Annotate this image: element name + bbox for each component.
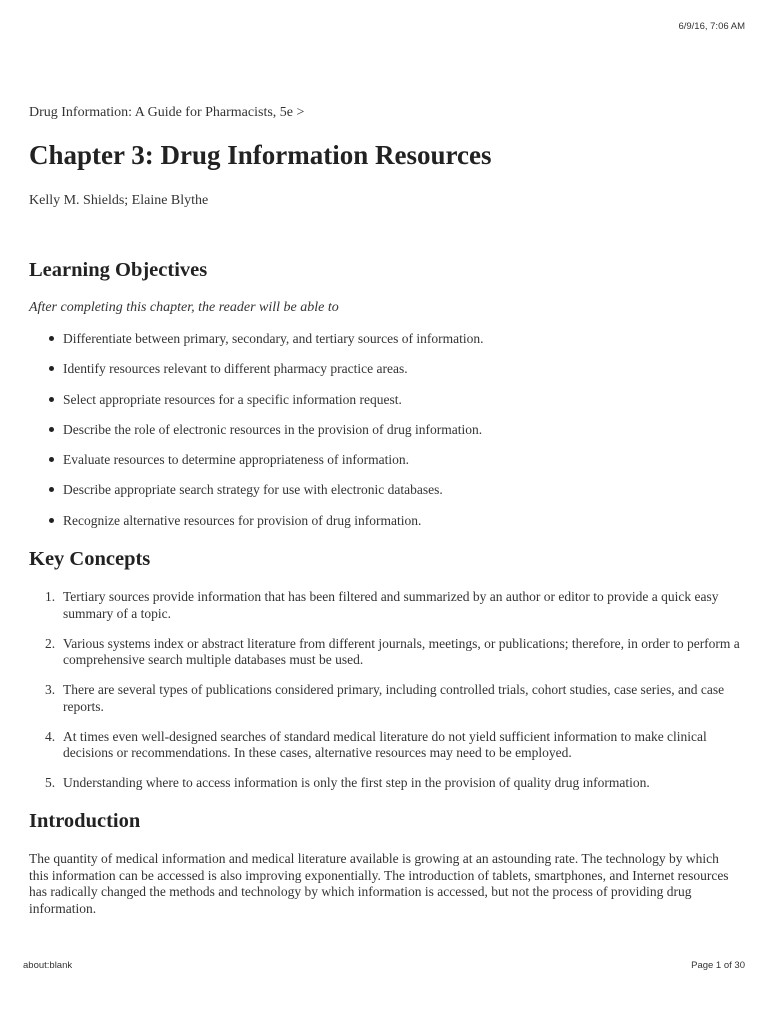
objectives-list xyxy=(29,330,741,542)
key-concepts-heading: Key Concepts xyxy=(29,548,151,570)
concept-number: 5. xyxy=(45,775,56,790)
concept-item xyxy=(29,682,741,715)
objective-item: Differentiate between primary, secondary, and tertiary sources of information. xyxy=(29,330,741,360)
concept-text: Various systems index or abstract literature from different journals, meetings, or publications; therefore, in order to perform a comprehensive search multiple databases must be used. xyxy=(63,635,740,667)
key-concepts-list xyxy=(29,589,741,805)
authors: Kelly M. Shields; Elaine Blythe xyxy=(29,193,209,208)
concept-item xyxy=(29,636,741,669)
concept-text: Tertiary sources provide information that has been filtered and summarized by an author or editor to provide a quick easy summary of a topic. xyxy=(63,589,719,621)
objective-item: Evaluate resources to determine appropriateness of information. xyxy=(29,451,741,481)
chapter-title: Chapter 3: Drug Information Resources xyxy=(29,140,492,170)
print-footer-url: about:blank xyxy=(23,960,73,971)
concept-number: 1. xyxy=(45,589,56,604)
concept-text: There are several types of publications considered primary, including controlled trials, cohort studies, case series, and case reports. xyxy=(63,682,725,714)
concept-item xyxy=(29,729,741,762)
objective-item: Identify resources relevant to different pharmacy practice areas. xyxy=(29,360,741,390)
concept-item xyxy=(29,589,741,622)
print-footer-page-number: Page 1 of 30 xyxy=(691,960,745,971)
concept-item xyxy=(29,775,741,792)
objective-item: Recognize alternative resources for provision of drug information. xyxy=(29,512,741,542)
concept-number: 2. xyxy=(45,635,56,651)
objective-item: Describe appropriate search strategy for use with electronic databases. xyxy=(29,481,741,511)
concept-number: 3. xyxy=(45,682,56,697)
breadcrumb-link[interactable]: Drug Information: A Guide for Pharmacists, 5e > xyxy=(29,105,305,120)
objective-item: Describe the role of electronic resources in the provision of drug information. xyxy=(29,421,741,451)
print-timestamp: 6/9/16, 7:06 AM xyxy=(678,21,745,32)
learning-objectives-heading: Learning Objectives xyxy=(29,259,208,281)
concept-text: At times even well-designed searches of standard medical literature do not yield sufficient information to make clinical decisions or recommendations. In these cases, alternative resources may need to be employed. xyxy=(63,728,707,760)
concept-number: 4. xyxy=(45,728,56,744)
introduction-heading: Introduction xyxy=(29,810,141,832)
concept-text: Understanding where to access information is only the first step in the provision of quality drug information. xyxy=(63,775,650,790)
introduction-paragraph: The quantity of medical information and medical literature available is growing at an astounding rate. The technology by which this information can be accessed is also improving exponentially. The introduction of tablets, smartphones, and Internet resources has radically changed the methods and technology by which information is accessed, but not the process of providing drug information. xyxy=(29,851,729,916)
objective-item: Select appropriate resources for a specific information request. xyxy=(29,391,741,421)
objectives-lead: After completing this chapter, the reader will be able to xyxy=(29,300,339,315)
